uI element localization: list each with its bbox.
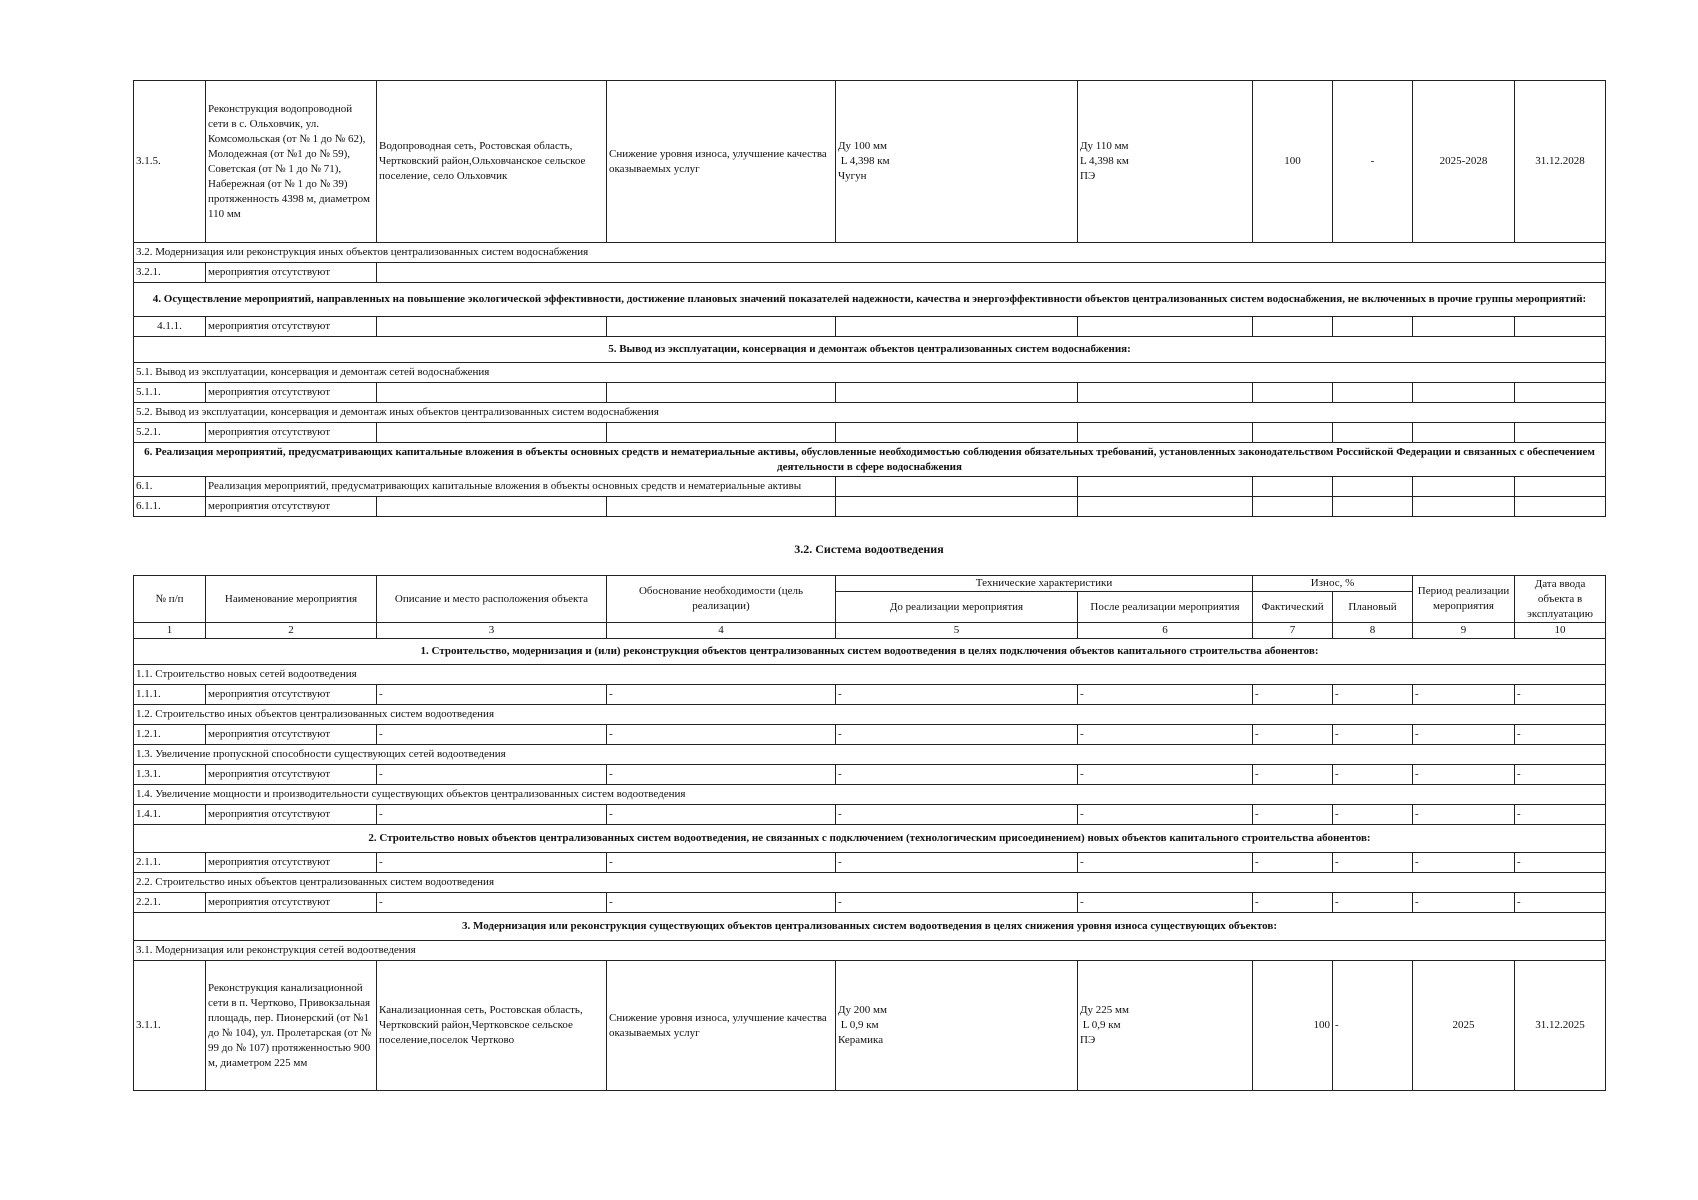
empty-cell — [1515, 477, 1606, 497]
row-number: 1.3.1. — [134, 765, 206, 785]
section-row — [134, 825, 1606, 853]
before-diameter: Ду 200 мм — [838, 1004, 887, 1016]
row-number: 5.1.1. — [134, 383, 206, 403]
dash-cell: - — [1515, 765, 1606, 785]
dash-cell: - — [1253, 725, 1333, 745]
dash-cell: - — [1078, 805, 1253, 825]
characteristics-after — [1078, 81, 1253, 243]
measure-name: мероприятия отсутствуют — [206, 317, 377, 337]
group-row — [134, 785, 1606, 805]
row-number: 3.1.1. — [134, 961, 206, 1091]
dash-cell: - — [1515, 685, 1606, 705]
empty-cell — [1078, 423, 1253, 443]
empty-cell — [1253, 383, 1333, 403]
section-title: 3.2. Система водоотведения — [794, 542, 944, 556]
table-row — [134, 961, 1606, 1091]
section-heading: 4. Осуществление мероприятий, направленных на повышение экологической эффективности, достижение плановых значений показателей надежности, качества и энергоэффективности объектов централизованных систем водоснабжения, не включенных в прочие группы мероприятий: — [134, 283, 1606, 317]
row-number: 1.2.1. — [134, 725, 206, 745]
measure-location: Канализационная сеть, Ростовская область, Чертковский район,Чертковское сельское поселение,поселок Чертково — [377, 961, 607, 1091]
dash-cell: - — [1078, 725, 1253, 745]
section-row — [134, 337, 1606, 363]
group-row — [134, 363, 1606, 383]
dash-cell: - — [1333, 805, 1413, 825]
empty-cell — [836, 383, 1078, 403]
header-location: Описание и место расположения объекта — [377, 576, 607, 623]
column-number: 8 — [1333, 623, 1413, 639]
dash-cell: - — [607, 765, 836, 785]
empty-cell — [377, 497, 607, 517]
characteristics-after — [1078, 961, 1253, 1091]
empty-cell — [1413, 383, 1515, 403]
section-row — [134, 443, 1606, 477]
characteristics-before — [836, 81, 1078, 243]
group-label: 2.2. Строительство иных объектов централизованных систем водоотведения — [134, 873, 1606, 893]
empty-cell — [377, 317, 607, 337]
before-material: Керамика — [838, 1034, 884, 1046]
dash-cell: - — [1413, 685, 1515, 705]
dash-cell: - — [607, 805, 836, 825]
dash-cell: - — [1413, 893, 1515, 913]
table-row — [134, 317, 1606, 337]
dash-cell: - — [836, 893, 1078, 913]
empty-cell — [1413, 317, 1515, 337]
group-label: 5.2. Вывод из эксплуатации, консервация и демонтаж иных объектов централизованных систем водоснабжения — [134, 403, 1606, 423]
row-number: 3.1.5. — [134, 81, 206, 243]
row-number: 2.1.1. — [134, 853, 206, 873]
dash-cell: - — [1413, 725, 1515, 745]
header-wear: Износ, % — [1253, 576, 1413, 592]
column-number: 5 — [836, 623, 1078, 639]
dash-cell: - — [1515, 853, 1606, 873]
group-row — [134, 243, 1606, 263]
empty-cell — [607, 423, 836, 443]
measure-name: Реализация мероприятий, предусматривающих капитальные вложения в объекты основных средств и нематериальные активы — [206, 477, 836, 497]
section-row — [134, 639, 1606, 665]
empty-cell — [607, 317, 836, 337]
empty-cell — [1515, 423, 1606, 443]
dash-cell: - — [1078, 765, 1253, 785]
group-label: 3.2. Модернизация или реконструкция иных объектов централизованных систем водоснабжения — [134, 243, 1606, 263]
empty-cell — [1413, 423, 1515, 443]
table-row — [134, 893, 1606, 913]
measure-name: мероприятия отсутствуют — [206, 805, 377, 825]
table-row — [134, 805, 1606, 825]
dash-cell: - — [377, 685, 607, 705]
table-row — [134, 81, 1606, 243]
row-number: 5.2.1. — [134, 423, 206, 443]
measure-location: Водопроводная сеть, Ростовская область, Чертковский район,Ольховчанское сельское поселение, село Ольховчик — [377, 81, 607, 243]
section-heading: 2. Строительство новых объектов централизованных систем водоотведения, не связанных с подключением (технологическим присоединением) новых объектов капитального строительства абонентов: — [134, 825, 1606, 853]
column-number: 9 — [1413, 623, 1515, 639]
row-number: 6.1. — [134, 477, 206, 497]
dash-cell: - — [1333, 725, 1413, 745]
dash-cell: - — [377, 725, 607, 745]
empty-cell — [1078, 383, 1253, 403]
empty-cell — [1253, 317, 1333, 337]
group-row — [134, 403, 1606, 423]
dash-cell: - — [1253, 805, 1333, 825]
group-label: 3.1. Модернизация или реконструкция сетей водоотведения — [134, 941, 1606, 961]
empty-cell — [1078, 317, 1253, 337]
measure-name: Реконструкция водопроводной сети в с. Ольховчик, ул. Комсомольская (от № 1 до № 62), Молодежная (от №1 до № 59), Советская (от № 1 до № 71), Набережная (от № 1 до № 39) протяженность 4398 м, диаметром 110 мм — [206, 81, 377, 243]
wear-fact: 100 — [1253, 961, 1333, 1091]
table-row — [134, 477, 1606, 497]
empty-cell — [1333, 383, 1413, 403]
empty-cell — [1333, 317, 1413, 337]
water-supply-measures-table — [133, 80, 1606, 517]
measure-name: мероприятия отсутствуют — [206, 423, 377, 443]
empty-cell — [1515, 497, 1606, 517]
group-row — [134, 665, 1606, 685]
dash-cell: - — [1515, 725, 1606, 745]
group-row — [134, 941, 1606, 961]
measure-name: Реконструкция канализационной сети в п. Чертково, Привокзальная площадь, пер. Пионерский (от №1 до № 104), ул. Пролетарская (от № 99 до № 107) протяженностью 900 м, диаметром 225 мм — [206, 961, 377, 1091]
dash-cell: - — [377, 893, 607, 913]
measure-reason: Снижение уровня износа, улучшение качества оказываемых услуг — [607, 81, 836, 243]
empty-cell — [377, 423, 607, 443]
empty-cell — [1515, 317, 1606, 337]
column-number: 4 — [607, 623, 836, 639]
empty-cell — [1078, 477, 1253, 497]
dash-cell: - — [1078, 685, 1253, 705]
dash-cell: - — [1253, 893, 1333, 913]
header-reason: Обоснование необходимости (цель реализации) — [607, 576, 836, 623]
group-label: 1.2. Строительство иных объектов централизованных систем водоотведения — [134, 705, 1606, 725]
measure-name: мероприятия отсутствуют — [206, 685, 377, 705]
measure-name: мероприятия отсутствуют — [206, 263, 377, 283]
before-diameter: Ду 100 мм — [838, 140, 887, 152]
measure-name: мероприятия отсутствуют — [206, 725, 377, 745]
table-row — [134, 383, 1606, 403]
measure-name: мероприятия отсутствуют — [206, 497, 377, 517]
dash-cell: - — [1253, 685, 1333, 705]
empty-cell — [1333, 497, 1413, 517]
dash-cell: - — [1515, 893, 1606, 913]
after-length: L 0,9 км — [1080, 1019, 1121, 1031]
after-diameter: Ду 110 мм — [1080, 140, 1129, 152]
empty-cell — [1253, 497, 1333, 517]
table-row — [134, 765, 1606, 785]
dash-cell: - — [1515, 805, 1606, 825]
period: 2025 — [1413, 961, 1515, 1091]
dash-cell: - — [377, 765, 607, 785]
wear-plan: - — [1333, 81, 1413, 243]
empty-cell — [1413, 497, 1515, 517]
measure-name: мероприятия отсутствуют — [206, 853, 377, 873]
dash-cell: - — [607, 893, 836, 913]
after-material: ПЭ — [1080, 1034, 1096, 1046]
dash-cell: - — [377, 805, 607, 825]
dash-cell: - — [607, 685, 836, 705]
period: 2025-2028 — [1413, 81, 1515, 243]
header-tech: Технические характеристики — [836, 576, 1253, 592]
section-heading: 5. Вывод из эксплуатации, консервация и демонтаж объектов централизованных систем водоснабжения: — [134, 337, 1606, 363]
row-number: 2.2.1. — [134, 893, 206, 913]
section-row — [134, 913, 1606, 941]
group-row — [134, 705, 1606, 725]
column-number: 1 — [134, 623, 206, 639]
measure-name: мероприятия отсутствуют — [206, 893, 377, 913]
group-label: 1.3. Увеличение пропускной способности существующих сетей водоотведения — [134, 745, 1606, 765]
table-row — [134, 423, 1606, 443]
empty-cell — [1253, 477, 1333, 497]
dash-cell: - — [1333, 765, 1413, 785]
header-wear-fact: Фактический — [1253, 592, 1333, 623]
dash-cell: - — [1413, 765, 1515, 785]
empty-cell — [607, 497, 836, 517]
wear-plan: - — [1333, 961, 1413, 1091]
dash-cell: - — [836, 805, 1078, 825]
group-row — [134, 873, 1606, 893]
dash-cell: - — [377, 853, 607, 873]
empty-cell — [377, 383, 607, 403]
empty-cell — [1253, 423, 1333, 443]
empty-cell — [1078, 497, 1253, 517]
characteristics-before — [836, 961, 1078, 1091]
wastewater-measures-table — [133, 575, 1606, 1091]
empty-cell — [836, 423, 1078, 443]
header-name: Наименование мероприятия — [206, 576, 377, 623]
section-row — [134, 283, 1606, 317]
dash-cell: - — [836, 765, 1078, 785]
row-number: 1.4.1. — [134, 805, 206, 825]
after-material: ПЭ — [1080, 170, 1096, 182]
column-number: 2 — [206, 623, 377, 639]
after-diameter: Ду 225 мм — [1080, 1004, 1129, 1016]
table-row — [134, 685, 1606, 705]
dash-cell: - — [836, 725, 1078, 745]
group-label: 1.4. Увеличение мощности и производительности существующих объектов централизованных систем водоотведения — [134, 785, 1606, 805]
before-length: L 0,9 км — [838, 1019, 879, 1031]
column-number: 7 — [1253, 623, 1333, 639]
empty-cell — [836, 477, 1078, 497]
header-before: До реализации мероприятия — [836, 592, 1078, 623]
empty-cell — [836, 317, 1078, 337]
empty-cell — [1333, 477, 1413, 497]
row-number: 6.1.1. — [134, 497, 206, 517]
header-row — [134, 576, 1606, 592]
table-row — [134, 853, 1606, 873]
dash-cell: - — [1078, 893, 1253, 913]
dash-cell: - — [1333, 853, 1413, 873]
table-row — [134, 497, 1606, 517]
header-wear-plan: Плановый — [1333, 592, 1413, 623]
column-numbers-row — [134, 623, 1606, 639]
empty-cell — [607, 383, 836, 403]
dash-cell: - — [1078, 853, 1253, 873]
empty-cell — [377, 263, 1606, 283]
dash-cell: - — [1253, 765, 1333, 785]
after-length: L 4,398 км — [1080, 155, 1129, 167]
empty-cell — [836, 497, 1078, 517]
measure-name: мероприятия отсутствуют — [206, 765, 377, 785]
header-after: После реализации мероприятия — [1078, 592, 1253, 623]
header-date: Дата ввода объекта в эксплуатацию — [1515, 576, 1606, 623]
row-number: 1.1.1. — [134, 685, 206, 705]
wear-fact: 100 — [1253, 81, 1333, 243]
table-row — [134, 263, 1606, 283]
before-length: L 4,398 км — [838, 155, 890, 167]
section-heading: 6. Реализация мероприятий, предусматривающих капитальные вложения в объекты основных средств и нематериальные активы, обусловленные необходимостью соблюдения обязательных требований, установленных законодательством Российской Федерации и связанных с обеспечением деятельности в сфере водоснабжения — [134, 443, 1606, 477]
empty-cell — [1515, 383, 1606, 403]
column-number: 10 — [1515, 623, 1606, 639]
commission-date: 31.12.2028 — [1515, 81, 1606, 243]
measure-name: мероприятия отсутствуют — [206, 383, 377, 403]
dash-cell: - — [1333, 893, 1413, 913]
group-row — [134, 745, 1606, 765]
column-number: 6 — [1078, 623, 1253, 639]
before-material: Чугун — [838, 170, 867, 182]
header-period: Период реализации мероприятия — [1413, 576, 1515, 623]
dash-cell: - — [607, 725, 836, 745]
dash-cell: - — [1253, 853, 1333, 873]
section-heading: 3. Модернизация или реконструкция существующих объектов централизованных систем водоотведения в целях снижения уровня износа существующих объектов: — [134, 913, 1606, 941]
group-label: 1.1. Строительство новых сетей водоотведения — [134, 665, 1606, 685]
dash-cell: - — [836, 853, 1078, 873]
table-row — [134, 725, 1606, 745]
dash-cell: - — [836, 685, 1078, 705]
commission-date: 31.12.2025 — [1515, 961, 1606, 1091]
column-number: 3 — [377, 623, 607, 639]
header-num: № п/п — [134, 576, 206, 623]
measure-reason: Снижение уровня износа, улучшение качества оказываемых услуг — [607, 961, 836, 1091]
section-heading: 1. Строительство, модернизация и (или) реконструкция объектов централизованных систем водоотведения в целях подключения объектов капитального строительства абонентов: — [134, 639, 1606, 665]
dash-cell: - — [1413, 805, 1515, 825]
group-label: 5.1. Вывод из эксплуатации, консервация и демонтаж сетей водоснабжения — [134, 363, 1606, 383]
row-number: 4.1.1. — [134, 317, 206, 337]
row-number: 3.2.1. — [134, 263, 206, 283]
dash-cell: - — [1413, 853, 1515, 873]
empty-cell — [1413, 477, 1515, 497]
empty-cell — [1333, 423, 1413, 443]
dash-cell: - — [607, 853, 836, 873]
dash-cell: - — [1333, 685, 1413, 705]
